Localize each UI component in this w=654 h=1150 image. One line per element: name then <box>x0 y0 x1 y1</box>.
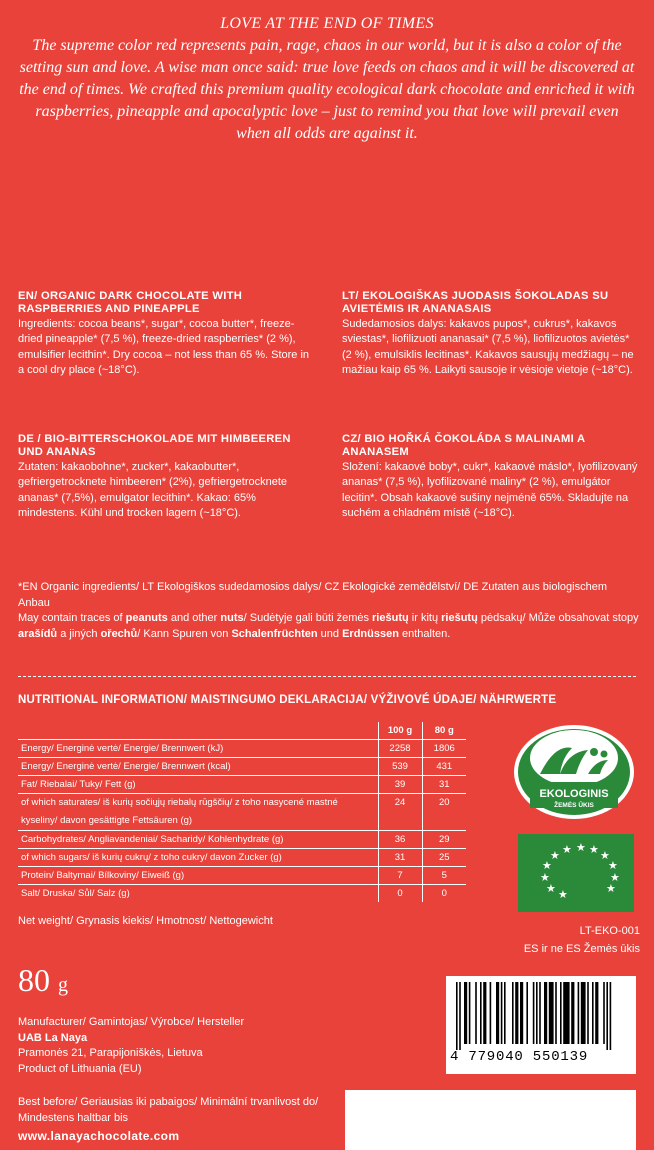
nutrition-value-100g: 24 <box>378 793 422 830</box>
barcode-bar <box>459 982 461 1050</box>
barcode-bar <box>480 982 482 1044</box>
nutrition-value-100g: 7 <box>378 866 422 884</box>
ingredients-lt-heading: LT/ EKOLOGIŠKAS JUODASIS ŠOKOLADAS SU AVIETĖMIS IR ANANASAIS <box>342 290 609 315</box>
nutrition-value-80g: 20 <box>422 793 466 830</box>
weight-number: 80 <box>18 962 50 998</box>
barcode-bar <box>539 982 541 1044</box>
barcode-bar <box>544 982 547 1044</box>
eko-code: LT-EKO-001 <box>579 925 640 937</box>
allergen-bold: ořechů <box>100 627 138 640</box>
allergen-bold: Erdnüssen <box>342 627 399 640</box>
svg-text:★: ★ <box>600 850 610 862</box>
barcode-bar <box>490 982 492 1044</box>
ekologinis-line2: ŽEMĖS ŪKIS <box>554 802 594 809</box>
eko-origin: ES ir ne ES Žemės ūkis <box>523 943 640 955</box>
ingredients-cz-body: Složení: kakaové boby*, cukr*, kakaové máslo*, lyofilizovaný ananas* (7,5 %), lyofilizované maliny* (2 %), emulgátor lecitin*. Obsah kakaové sušiny nejméně 65%. Skladujte na suchém a chladném místě (~18°C). <box>342 461 638 520</box>
barcode-bar <box>483 982 486 1044</box>
allergen-bold: nuts <box>220 612 244 624</box>
eu-leaf-stars-icon <box>518 834 634 912</box>
barcode-bar <box>515 982 518 1044</box>
story-text: The supreme color red represents pain, rage, chaos in our world, but it is also a color of the setting sun and love. A wise man once said: true love feeds on chaos and it will be discovered at the end of times. We crafted this premium quality ecological dark chocolate and enriched it with raspberries, pineapple and apocalyptic love – just to remind you that love will prevail even when all odds are against it. <box>19 37 635 142</box>
allergen-text: ir kitų <box>408 612 442 624</box>
weight-unit: g <box>58 974 68 996</box>
svg-text:★: ★ <box>610 872 620 884</box>
nutrition-header-100g: 100 g <box>378 722 422 739</box>
barcode-bar <box>501 982 503 1044</box>
svg-text:★: ★ <box>589 844 599 856</box>
table-row <box>18 830 466 848</box>
organic-note: *EN Organic ingredients/ LT Ekologiškos sudedamosios dalys/ CZ Ekologické zemědělství/ DE Zutaten aus biologischem Anbau <box>18 581 607 609</box>
ekologinis-line1: EKOLOGINIS <box>539 788 609 800</box>
svg-text:★: ★ <box>608 860 618 872</box>
allergen-note <box>18 611 640 642</box>
nutrition-label: Energy/ Energinė vertė/ Energie/ Brennwert (kJ) <box>18 739 378 757</box>
svg-text:★: ★ <box>606 883 616 895</box>
barcode-bar <box>606 982 608 1050</box>
nutrition-value-100g: 36 <box>378 830 422 848</box>
barcode-bar <box>581 982 586 1044</box>
best-before-date-box <box>345 1090 636 1150</box>
story-block <box>18 14 636 145</box>
svg-text:★: ★ <box>540 872 550 884</box>
table-row <box>18 775 466 793</box>
allergen-bold: Schalenfrüchten <box>231 627 318 640</box>
website-link[interactable]: www.lanayachocolate.com <box>18 1129 180 1143</box>
ingredients-cz-heading: CZ/ BIO HOŘKÁ ČOKOLÁDA S MALINAMI A ANANASEM <box>342 433 585 458</box>
ekologinis-logo <box>510 724 638 824</box>
dashed-separator <box>18 676 636 677</box>
barcode-bar <box>610 982 612 1050</box>
barcode-bar <box>504 982 506 1044</box>
nutrition-header-80g: 80 g <box>422 722 466 739</box>
allergen-bold: riešutų <box>441 612 478 624</box>
story-title: LOVE AT THE END OF TIMES <box>220 15 434 32</box>
nutrition-label: Carbohydrates/ Angliavandeniai/ Sacharidy/ Kohlenhydrate (g) <box>18 830 378 848</box>
barcode-bar <box>578 982 580 1044</box>
ingredients-lt <box>342 290 642 379</box>
nutrition-value-80g: 25 <box>422 848 466 866</box>
svg-text:★: ★ <box>550 850 560 862</box>
ingredients-cz <box>342 433 642 522</box>
barcode-bar <box>533 982 535 1044</box>
barcode-bar <box>536 982 538 1044</box>
barcode-bar <box>549 982 554 1044</box>
table-row <box>18 757 466 775</box>
allergen-text: a jiných <box>57 627 101 640</box>
barcode-bar <box>475 982 477 1044</box>
nutrition-title: NUTRITIONAL INFORMATION/ MAISTINGUMO DEKLARACIJA/ VÝŽIVOVÉ ÚDAJE/ NÄHRWERTE <box>18 694 557 706</box>
nutrition-value-80g: 31 <box>422 775 466 793</box>
manufacturer-label: Manufacturer/ Gamintojas/ Výrobce/ Hersteller <box>18 1016 245 1028</box>
svg-text:★: ★ <box>576 842 586 854</box>
ingredients-lt-body: Sudedamosios dalys: kakavos pupos*, cukrus*, kakavos sviestas*, liofilizuoti ananasai* (7,5 %), liofilizuotos avietės* (2 %), emulsiklis lecitinas*. Kakavos sausųjų medžiagų – ne mažiau kaip 65 %. Laikyti sausoje ir vėsioje vietoje (~18°C). <box>342 318 634 377</box>
allergen-text: pėdsakų/ Může obsahovat stopy <box>477 612 639 624</box>
nutrition-label: of which saturates/ iš kurių sočiųjų riebalų rūgščių/ z toho nasycené mastné kyseliny/ davon gesättigte Fettsäuren (g) <box>18 793 378 830</box>
table-row <box>18 866 466 884</box>
net-weight-label: Net weight/ Grynasis kiekis/ Hmotnost/ Nettogewicht <box>18 915 273 927</box>
nutrition-label: of which sugars/ iš kurių cukrų/ z toho cukry/ davon Zucker (g) <box>18 848 378 866</box>
manufacturer-block <box>18 1015 338 1077</box>
barcode-bar <box>592 982 594 1044</box>
nutrition-value-80g: 0 <box>422 884 466 902</box>
allergen-text: / Sudėtyje gali būti žemės <box>243 612 373 624</box>
barcode-bar <box>587 982 589 1044</box>
barcode-bar <box>563 982 569 1044</box>
table-row <box>18 848 466 866</box>
nutrition-table <box>18 722 466 902</box>
allergen-bold: arašídů <box>18 627 58 640</box>
barcode-bar <box>512 982 514 1044</box>
barcode-bar <box>560 982 562 1044</box>
table-row <box>18 884 466 902</box>
allergen-text: and other <box>167 612 221 624</box>
table-row <box>18 739 466 757</box>
nutrition-value-100g: 0 <box>378 884 422 902</box>
barcode-bar <box>526 982 528 1044</box>
allergen-bold: peanuts <box>125 612 168 624</box>
nutrition-value-100g: 31 <box>378 848 422 866</box>
nutrition-value-80g: 1806 <box>422 739 466 757</box>
barcode-bar <box>603 982 605 1044</box>
manufacturer-address: Pramonės 21, Parapijoniškės, Lietuva <box>18 1047 203 1059</box>
allergen-text: / Kann Spuren von <box>137 627 232 640</box>
table-row <box>18 793 466 830</box>
barcode-bar <box>469 982 471 1044</box>
barcode <box>446 976 636 1074</box>
nutrition-value-80g: 29 <box>422 830 466 848</box>
eko-code-block <box>470 922 640 958</box>
nutrition-value-100g: 2258 <box>378 739 422 757</box>
manufacturer-company: UAB La Naya <box>18 1031 88 1044</box>
ingredients-en-body: Ingredients: cocoa beans*, sugar*, cocoa butter*, freeze-dried pineapple* (7,5 %), freeze-dried raspberries* (2 %), emulsifier lecithin*. Dry cocoa – not less than 65 %. Store in a cool dry place (~18°C). <box>18 318 310 377</box>
nutrition-label: Salt/ Druska/ Sůl/ Salz (g) <box>21 887 130 899</box>
best-before-label: Best before/ Geriausias iki pabaigos/ Minimální trvanlivost do/ Mindestens haltbar bis <box>18 1096 319 1124</box>
eu-organic-logo <box>518 834 634 912</box>
nutrition-label: Protein/ Baltymai/ Bílkoviny/ Eiweiß (g) <box>18 866 378 884</box>
barcode-bars-icon <box>454 982 628 1050</box>
allergen-text: May contain traces of <box>18 612 126 624</box>
nutrition-header-label <box>18 722 378 739</box>
barcode-bar <box>571 982 574 1044</box>
allergen-text: enthalten. <box>398 627 451 640</box>
nutrition-value-80g: 5 <box>422 866 466 884</box>
notes-block <box>18 580 640 642</box>
ekologinis-seal-icon <box>510 724 638 824</box>
manufacturer-origin: Product of Lithuania (EU) <box>18 1062 142 1075</box>
net-weight-value <box>18 962 68 999</box>
allergen-text: und <box>317 627 343 640</box>
svg-text:★: ★ <box>546 883 556 895</box>
barcode-bar <box>595 982 598 1044</box>
svg-text:★: ★ <box>562 844 572 856</box>
barcode-number: 4 779040 550139 <box>450 1049 589 1065</box>
ingredients-de <box>18 433 318 522</box>
allergen-bold: riešutų <box>372 612 409 624</box>
ingredients-de-body: Zutaten: kakaobohne*, zucker*, kakaobutter*, gefriergetrocknete himbeeren* (2%), gefriergetrocknete ananas* (7,5%), emulgator lecithin*. Kakao: 65% mindestens. Kühl und trocken lagern (~18°C). <box>18 461 288 520</box>
ingredients-en <box>18 290 318 379</box>
ingredients-de-heading: DE / BIO-BITTERSCHOKOLADE MIT HIMBEEREN UND ANANAS <box>18 433 291 458</box>
svg-text:★: ★ <box>542 860 552 872</box>
svg-text:★: ★ <box>558 889 568 901</box>
barcode-bar <box>555 982 557 1044</box>
barcode-bar <box>520 982 523 1044</box>
barcode-bar <box>456 982 458 1050</box>
ingredients-en-heading: EN/ ORGANIC DARK CHOCOLATE WITH RASPBERRIES AND PINEAPPLE <box>18 290 243 315</box>
barcode-bar <box>464 982 467 1044</box>
nutrition-label: Energy/ Energinė vertė/ Energie/ Brennwert (kcal) <box>18 757 378 775</box>
nutrition-value-100g: 39 <box>378 775 422 793</box>
nutrition-value-80g: 431 <box>422 757 466 775</box>
nutrition-value-100g: 539 <box>378 757 422 775</box>
nutrition-label: Fat/ Riebalai/ Tuky/ Fett (g) <box>18 775 378 793</box>
barcode-bar <box>496 982 499 1044</box>
